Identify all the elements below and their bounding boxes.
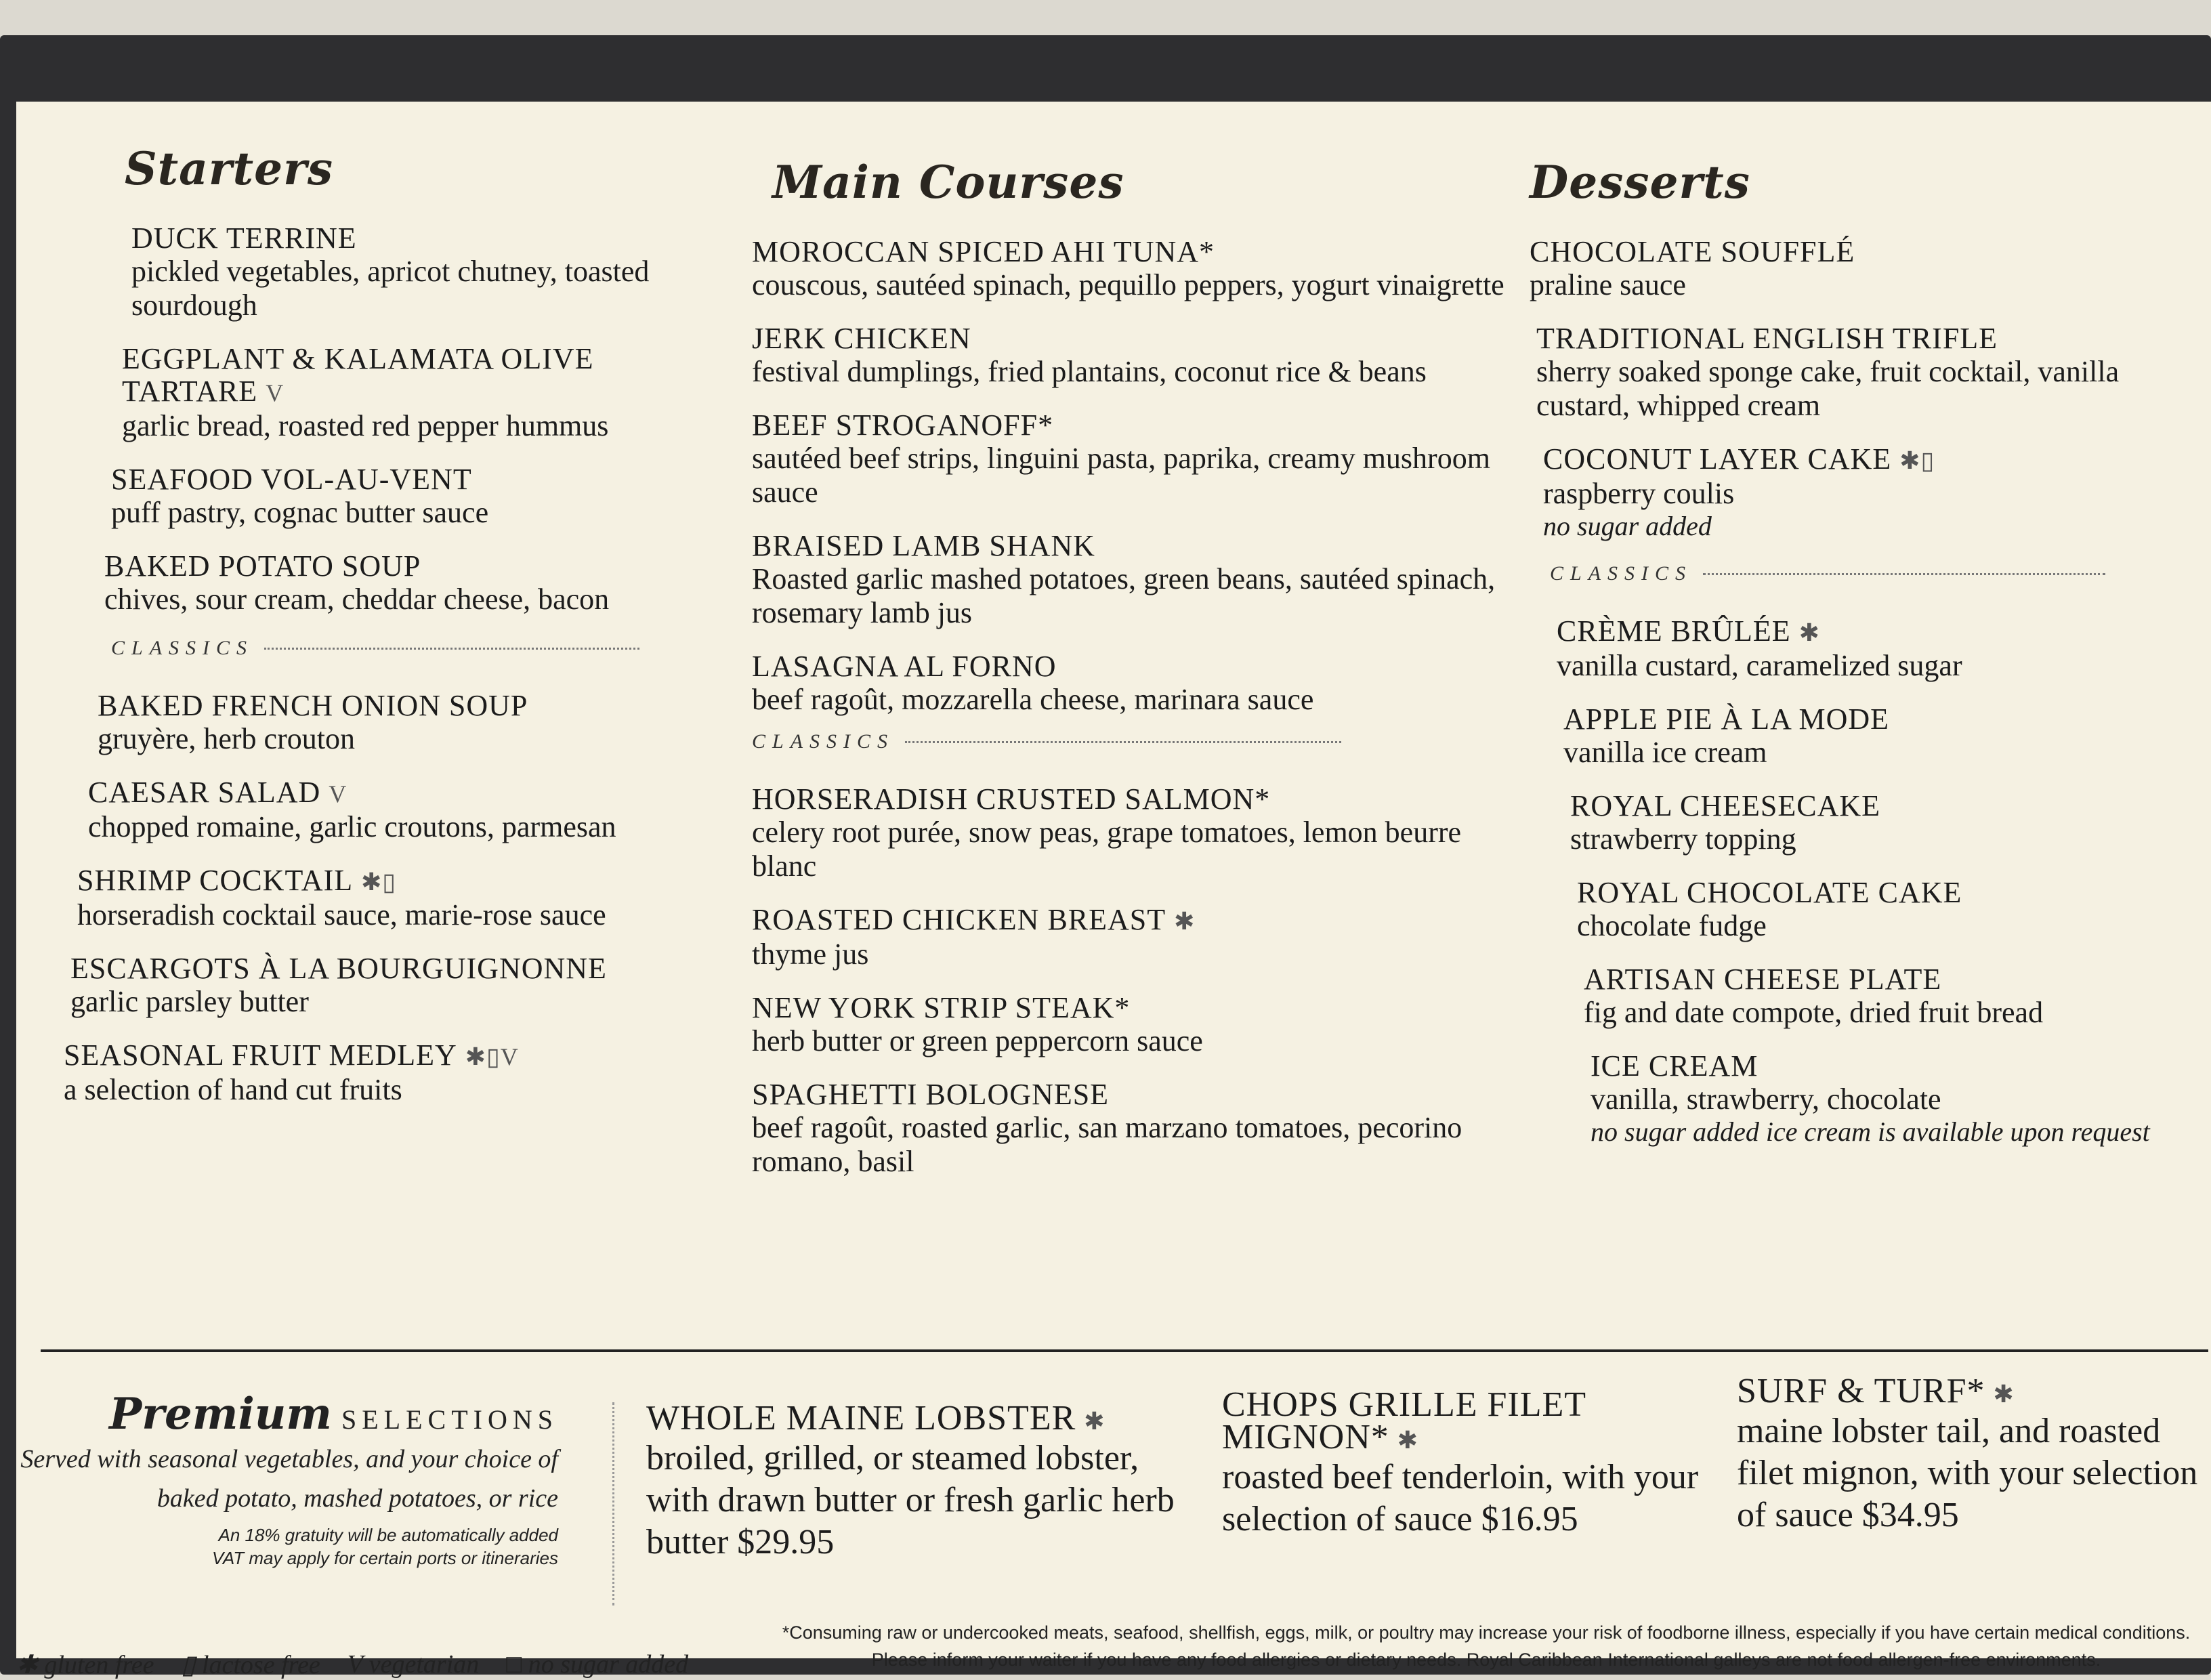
premium-selections: SELECTIONS <box>341 1404 558 1435</box>
menu-item-description: herb butter or green peppercorn sauce <box>752 1024 1203 1057</box>
premium-item <box>646 1399 1202 1584</box>
menu-item-name-text: APPLE PIE À LA MODE <box>1563 702 1890 736</box>
dietary-icon: ✱ <box>1397 1427 1418 1454</box>
menu-item <box>646 1399 1202 1563</box>
menu-item <box>752 1078 1524 1179</box>
premium-subtitle: Served with seasonal vegetables, and your choice of baked potato, mashed potatoes, or rice <box>20 1445 558 1513</box>
menu-item-name <box>752 236 1524 268</box>
menu-item-name <box>122 343 721 409</box>
menu-item-name <box>752 992 1524 1024</box>
vegetarian-icon: V <box>347 1650 369 1679</box>
menu-item-description: pickled vegetables, apricot chutney, toasted sourdough <box>131 255 650 322</box>
menu-item-name <box>646 1399 1202 1437</box>
menu-item-description: a selection of hand cut fruits <box>64 1073 402 1106</box>
menu-item-name <box>1557 615 2207 649</box>
legend-lactose-free-label: lactose free <box>201 1651 320 1679</box>
menu-item-description: garlic parsley butter <box>70 985 309 1018</box>
menu-item <box>131 222 721 322</box>
menu-item-name-text: CHOPS GRILLE FILET MIGNON* <box>1222 1385 1586 1456</box>
menu-item-name-text: TRADITIONAL ENGLISH TRIFLE <box>1536 322 1998 355</box>
dietary-icon: ✱ <box>1174 908 1196 935</box>
menu-item-description: Roasted garlic mashed potatoes, green beans, sautéed spinach, rosemary lamb jus <box>752 562 1496 629</box>
menu-item-note: no sugar added <box>1543 511 1712 541</box>
menu-item-name <box>111 463 721 496</box>
menu-item-name <box>1584 963 2207 996</box>
dietary-icon: ✱▯ <box>1899 447 1935 474</box>
menu-item-name <box>1570 790 2207 822</box>
menu-item-name <box>752 783 1524 816</box>
desserts-column <box>1530 156 2207 1168</box>
menu-item-description: fig and date compote, dried fruit bread <box>1584 996 2044 1029</box>
starters-heading: Starters <box>125 142 334 195</box>
menu-item-description: thyme jus <box>752 938 869 971</box>
menu-item <box>111 463 721 530</box>
dietary-icon: ✱ <box>1084 1408 1106 1435</box>
menu-item-name-text: BAKED POTATO SOUP <box>104 549 421 583</box>
menu-item-name <box>752 530 1524 562</box>
menu-item <box>1584 963 2207 1030</box>
menu-item <box>1536 322 2207 423</box>
menu-item-description: garlic bread, roasted red pepper hummus <box>122 409 609 442</box>
menu-item-description: sautéed beef strips, linguini pasta, paprika, creamy mushroom sauce <box>752 442 1490 509</box>
desserts-heading: Desserts <box>1530 156 1750 209</box>
menu-item-name <box>1737 1372 2204 1410</box>
menu-item <box>752 783 1524 883</box>
menu-item-name <box>1543 443 2207 477</box>
menu-item <box>752 992 1524 1058</box>
classics-label: CLASSICS <box>752 730 895 753</box>
legend-gluten-free-label: gluten free <box>44 1651 154 1679</box>
menu-item <box>104 550 721 616</box>
menu-item <box>752 904 1524 971</box>
menu-item-name-text: ARTISAN CHEESE PLATE <box>1584 963 1942 996</box>
sugar-cube-icon: □ <box>506 1650 528 1679</box>
menu-item-name <box>131 222 721 255</box>
menu-item-description: raspberry coulis <box>1543 477 1735 510</box>
menu-item-name-text: MOROCCAN SPICED AHI TUNA* <box>752 235 1215 268</box>
dietary-icon: V <box>266 379 285 406</box>
menu-item-name-text: DUCK TERRINE <box>131 222 357 255</box>
legend-gluten-free <box>16 1650 154 1680</box>
menu-item-description: beef ragoût, roasted garlic, san marzano tomatoes, pecorino romano, basil <box>752 1111 1462 1178</box>
menu-item-description: gruyère, herb crouton <box>98 722 355 755</box>
menu-item-description: puff pastry, cognac butter sauce <box>111 496 489 529</box>
menu-page <box>16 102 2211 1679</box>
menu-item-description: chopped romaine, garlic croutons, parmesan <box>88 810 616 843</box>
classics-label: CLASSICS <box>1550 562 1693 585</box>
menu-item-description: vanilla ice cream <box>1563 736 1767 769</box>
menu-item-name-text: HORSERADISH CRUSTED SALMON* <box>752 782 1271 816</box>
menu-item <box>752 409 1524 509</box>
bottle-icon: ▯ <box>181 1651 202 1679</box>
menu-item-name <box>64 1039 721 1073</box>
gratuity-note: An 18% gratuity will be automatically added <box>218 1525 558 1545</box>
menu-item-note: no sugar added ice cream is available upon request <box>1591 1116 2150 1147</box>
menu-item-name-text: SEASONAL FRUIT MEDLEY <box>64 1038 457 1072</box>
section-divider <box>41 1349 2208 1352</box>
menu-item-name <box>1591 1050 2207 1083</box>
menu-item-name <box>1536 322 2207 355</box>
menu-item <box>752 650 1524 717</box>
menu-item-description: festival dumplings, fried plantains, coconut rice & beans <box>752 355 1427 388</box>
menu-item-name <box>1222 1385 1737 1456</box>
menu-item-name <box>70 952 721 985</box>
disclaimer-line-1: *Consuming raw or undercooked meats, seafood, shellfish, eggs, milk, or poultry may increase your risk of foodborne illness, especially if you have certain medical conditions. <box>782 1622 2191 1643</box>
menu-item <box>77 864 721 932</box>
menu-item-name <box>1563 703 2207 736</box>
menu-item-name <box>98 690 721 722</box>
menu-item-description: praline sauce <box>1530 268 1686 301</box>
mains-column <box>752 156 1524 1199</box>
classics-label: CLASSICS <box>111 637 254 659</box>
menu-item-description: horseradish cocktail sauce, marie-rose sauce <box>77 898 606 931</box>
premium-item <box>1222 1385 1737 1561</box>
classics-divider <box>111 637 639 660</box>
menu-item-name <box>104 550 721 583</box>
legend-lactose-free <box>182 1650 320 1680</box>
menu-item <box>70 952 721 1019</box>
menu-item <box>1591 1050 2207 1148</box>
menu-item-name-text: SHRIMP COCKTAIL <box>77 864 354 897</box>
menu-item-name-text: ROASTED CHICKEN BREAST <box>752 903 1166 936</box>
classics-divider <box>1550 562 2105 585</box>
menu-item-name-text: EGGPLANT & KALAMATA OLIVE TARTARE <box>122 342 594 408</box>
menu-item <box>752 322 1524 389</box>
menu-item-name-text: SPAGHETTI BOLOGNESE <box>752 1078 1110 1111</box>
menu-item <box>1570 790 2207 856</box>
mains-heading: Main Courses <box>772 156 1124 209</box>
menu-item-name-text: CHOCOLATE SOUFFLÉ <box>1530 235 1855 268</box>
menu-item-description: beef ragoût, mozzarella cheese, marinara sauce <box>752 683 1314 716</box>
vat-note: VAT may apply for certain ports or itineraries <box>211 1548 558 1568</box>
menu-item-name <box>1577 877 2207 909</box>
dietary-legend <box>16 1650 688 1680</box>
menu-item <box>1577 877 2207 943</box>
menu-item-description: chocolate fudge <box>1577 909 1767 942</box>
dietary-icon: ✱▯ <box>361 868 397 896</box>
classics-divider <box>752 730 1341 753</box>
premium-title: Premium <box>109 1389 332 1440</box>
disclaimer-line-2: Please inform your waiter if you have any food allergies or dietary needs. Royal Caribbean International galleys are not food allergen-free environments. <box>871 1650 2101 1670</box>
menu-item <box>122 343 721 443</box>
menu-item-name-text: WHOLE MAINE LOBSTER <box>646 1399 1076 1437</box>
menu-item-description: chives, sour cream, cheddar cheese, bacon <box>104 583 610 616</box>
menu-item-name-text: BAKED FRENCH ONION SOUP <box>98 689 528 722</box>
menu-item <box>752 236 1524 302</box>
wheat-icon: ✱ <box>16 1651 45 1679</box>
menu-item-name-text: LASAGNA AL FORNO <box>752 650 1057 683</box>
menu-item <box>1557 615 2207 683</box>
dietary-icon: ✱▯V <box>465 1043 519 1070</box>
menu-item-name <box>1530 236 2207 268</box>
menu-item-name <box>752 409 1524 442</box>
menu-item-description: maine lobster tail, and roasted filet mignon, with your selection of sauce $34.95 <box>1737 1412 2198 1534</box>
menu-item-name-text: CRÈME BRÛLÉE <box>1557 614 1791 648</box>
menu-item-description: sherry soaked sponge cake, fruit cocktail, vanilla custard, whipped cream <box>1536 355 2120 422</box>
menu-item-name-text: JERK CHICKEN <box>752 322 971 355</box>
disclaimer <box>748 1619 2211 1673</box>
menu-item <box>1222 1385 1737 1540</box>
legend-no-sugar-label: no sugar added <box>528 1650 689 1679</box>
menu-item <box>64 1039 721 1107</box>
legend-vegetarian <box>348 1650 480 1680</box>
menu-item <box>98 690 721 756</box>
menu-item-description: couscous, sautéed spinach, pequillo peppers, yogurt vinaigrette <box>752 268 1504 301</box>
menu-item-description: roasted beef tenderloin, with your selection of sauce $16.95 <box>1222 1458 1699 1538</box>
starters-column <box>43 142 721 1127</box>
menu-item-name-text: COCONUT LAYER CAKE <box>1543 442 1892 476</box>
dietary-icon: ✱ <box>1993 1381 2015 1408</box>
menu-item <box>1530 236 2207 302</box>
menu-item-description: vanilla, strawberry, chocolate <box>1591 1083 1941 1116</box>
menu-item-name <box>752 904 1524 938</box>
menu-item <box>1543 443 2207 542</box>
menu-item-name-text: CAESAR SALAD <box>88 776 321 809</box>
premium-block <box>16 1389 558 1570</box>
menu-item-name-text: ROYAL CHOCOLATE CAKE <box>1577 876 1962 909</box>
menu-item <box>1737 1372 2204 1536</box>
menu-item-description: strawberry topping <box>1570 822 1796 856</box>
menu-item <box>1563 703 2207 770</box>
menu-item-name <box>752 650 1524 683</box>
menu-item-name-text: BRAISED LAMB SHANK <box>752 529 1095 562</box>
menu-item-name-text: NEW YORK STRIP STEAK* <box>752 991 1131 1024</box>
legend-no-sugar <box>506 1650 688 1680</box>
menu-item-name-text: ROYAL CHEESECAKE <box>1570 789 1881 822</box>
menu-item <box>752 530 1524 630</box>
menu-item <box>88 776 721 844</box>
menu-item-name-text: SURF & TURF* <box>1737 1372 1985 1410</box>
menu-item-name <box>752 1078 1524 1111</box>
premium-separator <box>612 1402 614 1605</box>
dietary-icon: ✱ <box>1798 619 1820 646</box>
menu-item-description: vanilla custard, caramelized sugar <box>1557 649 1962 682</box>
menu-item-name <box>77 864 721 898</box>
menu-item-description: celery root purée, snow peas, grape tomatoes, lemon beurre blanc <box>752 816 1462 883</box>
premium-item <box>1737 1372 2204 1557</box>
menu-item-name-text: ICE CREAM <box>1591 1049 1759 1083</box>
dietary-icon: V <box>329 780 348 807</box>
menu-item-description: broiled, grilled, or steamed lobster, with drawn butter or fresh garlic herb butter $29.95 <box>646 1439 1175 1561</box>
menu-item-name-text: SEAFOOD VOL-AU-VENT <box>111 463 472 496</box>
menu-item-name <box>88 776 721 810</box>
legend-vegetarian-label: vegetarian <box>368 1650 480 1679</box>
menu-item-name-text: BEEF STROGANOFF* <box>752 408 1054 442</box>
menu-item-name-text: ESCARGOTS À LA BOURGUIGNONNE <box>70 952 607 985</box>
menu-item-name <box>752 322 1524 355</box>
